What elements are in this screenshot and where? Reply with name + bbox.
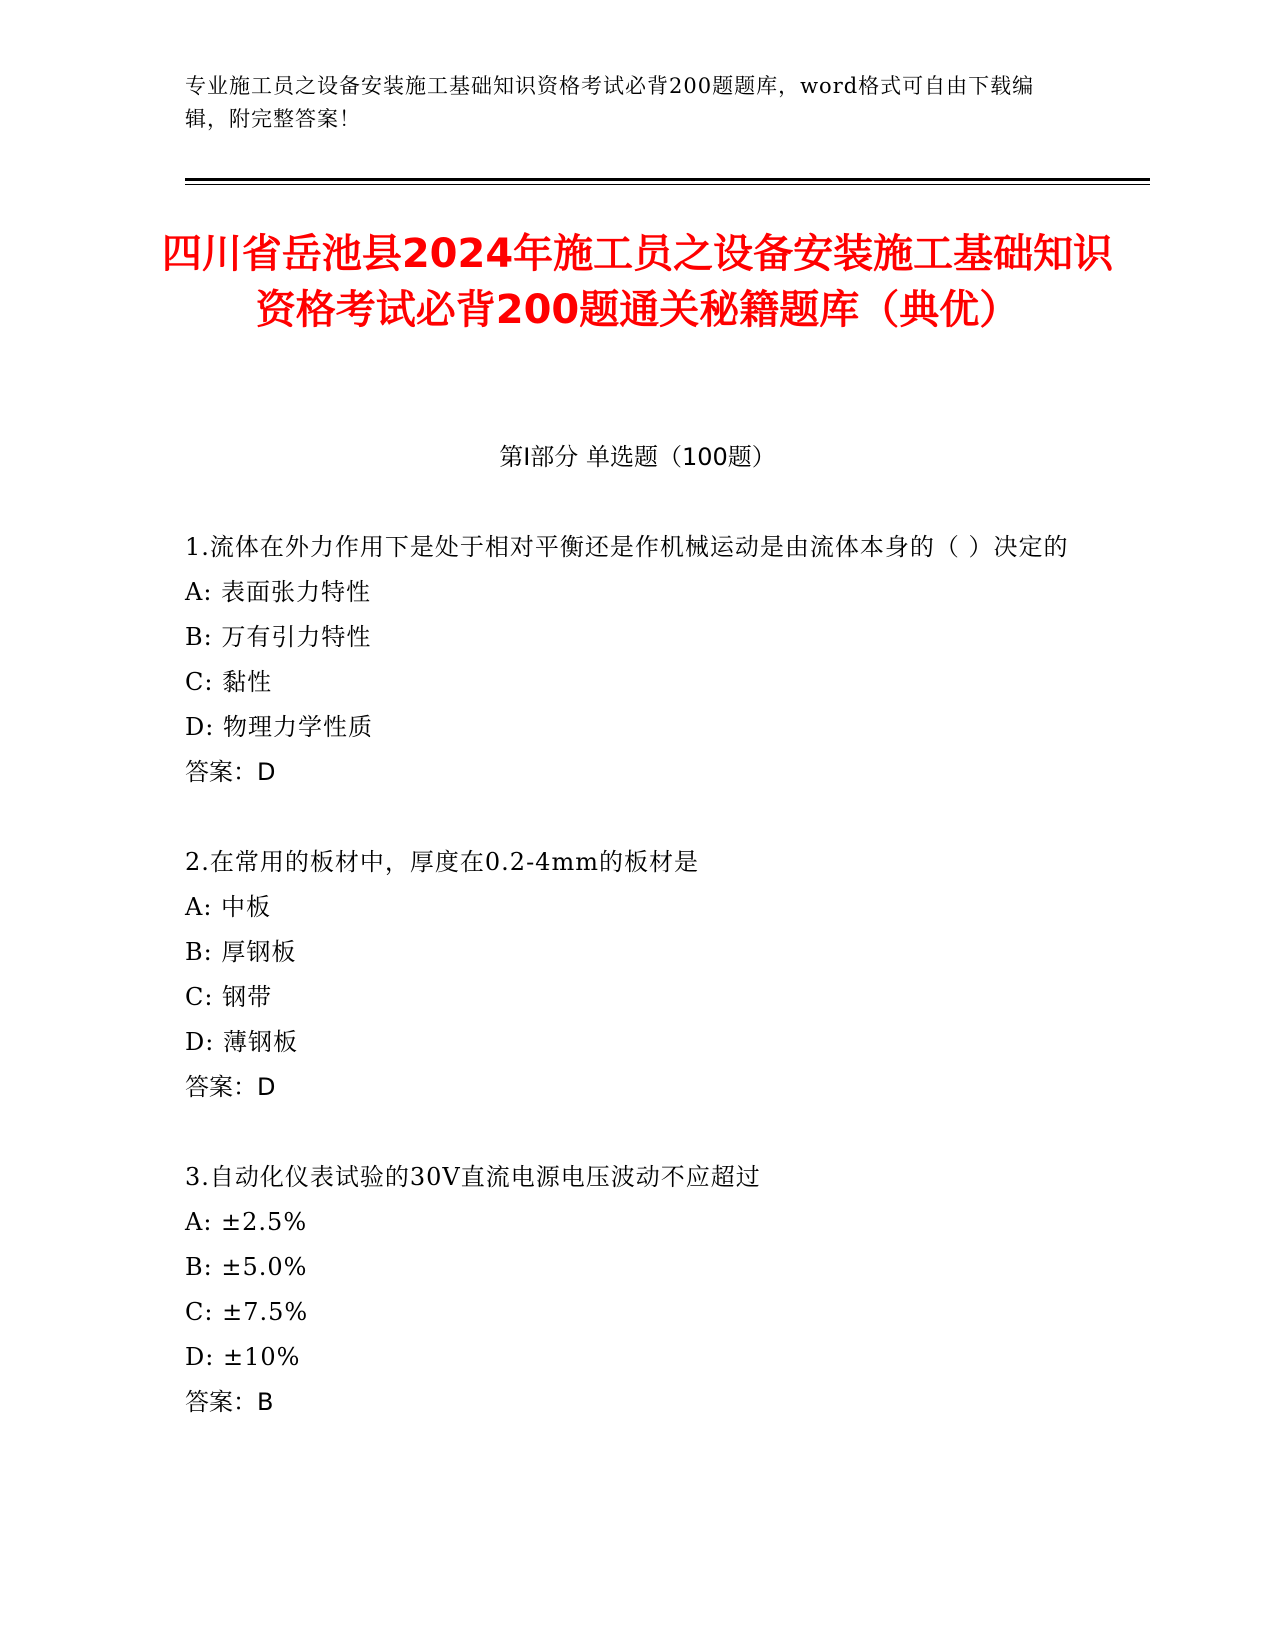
question-3 xyxy=(185,1155,1085,1425)
answer-line: 答案：D xyxy=(185,1073,276,1101)
header-rule-thin xyxy=(185,184,1150,185)
option-c: C: 黏性 xyxy=(185,668,273,696)
option-a: A: ±2.5% xyxy=(185,1208,308,1236)
option-d: D: ±10% xyxy=(185,1343,301,1371)
question-stem: 1.流体在外力作用下是处于相对平衡还是作机械运动是由流体本身的（ ）决定的 xyxy=(185,533,1069,561)
question-stem: 3.自动化仪表试验的30V直流电源电压波动不应超过 xyxy=(185,1163,761,1191)
option-b: B: ±5.0% xyxy=(185,1253,308,1281)
option-c: C: ±7.5% xyxy=(185,1298,309,1326)
question-stem: 2.在常用的板材中，厚度在0.2-4mm的板材是 xyxy=(185,848,699,876)
question-2 xyxy=(185,840,1085,1110)
answer-line: 答案：D xyxy=(185,758,276,786)
option-b: B: 厚钢板 xyxy=(185,938,297,966)
option-d: D: 物理力学性质 xyxy=(185,713,373,741)
option-a: A: 中板 xyxy=(185,893,272,921)
option-b: B: 万有引力特性 xyxy=(185,623,372,651)
option-a: A: 表面张力特性 xyxy=(185,578,372,606)
question-1 xyxy=(185,525,1085,795)
section-title: 第Ⅰ部分 单选题（100题） xyxy=(499,443,776,471)
option-d: D: 薄钢板 xyxy=(185,1028,298,1056)
header-note: 专业施工员之设备安装施工基础知识资格考试必背200题题库，word格式可自由下载编辑，附完整答案！ xyxy=(185,74,1035,131)
question-list xyxy=(185,525,1085,1470)
header-rule-thick xyxy=(185,178,1150,181)
answer-line: 答案：B xyxy=(185,1388,274,1416)
option-c: C: 钢带 xyxy=(185,983,273,1011)
document-title: 四川省岳池县2024年施工员之设备安装施工基础知识资格考试必背200题通关秘籍题库（典优） xyxy=(161,231,1114,333)
